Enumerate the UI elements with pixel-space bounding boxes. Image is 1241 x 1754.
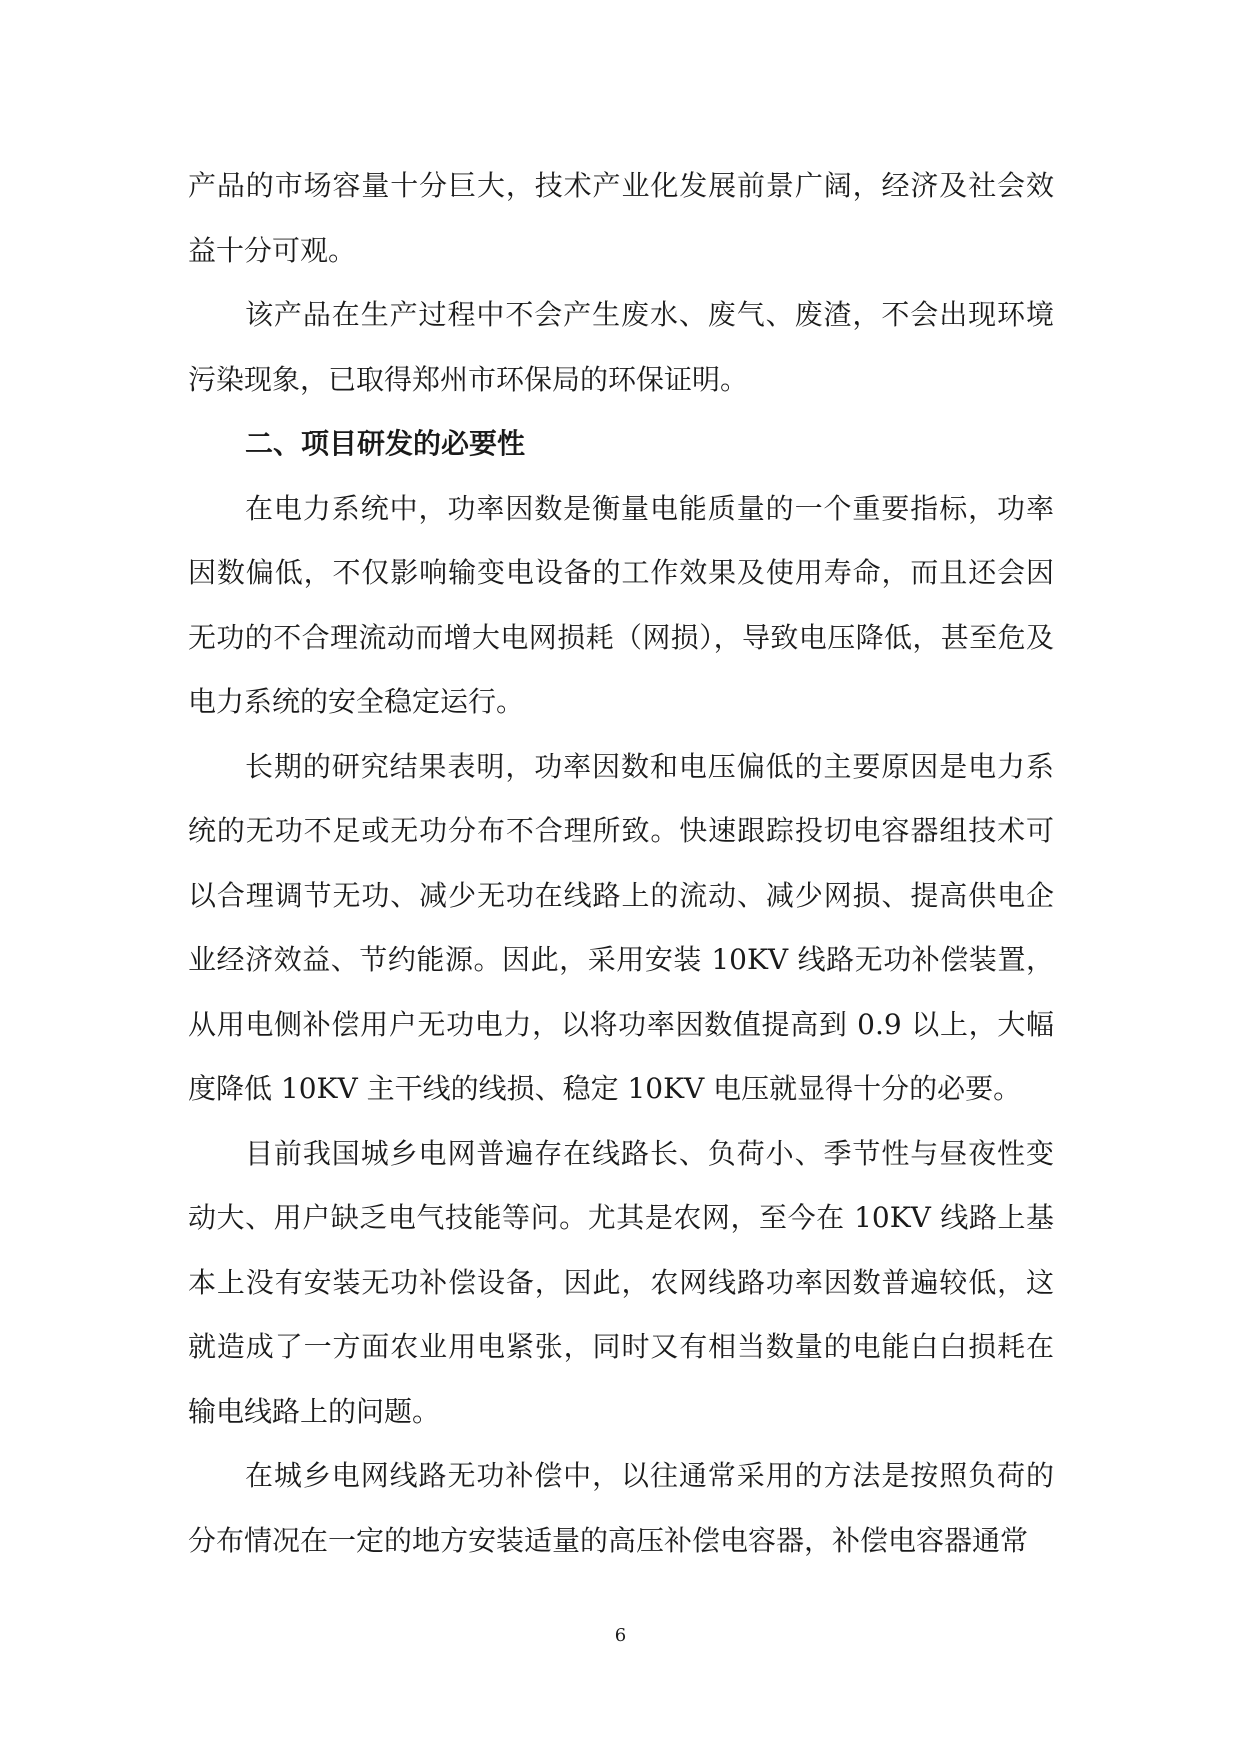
page-number: 6: [614, 1625, 627, 1646]
paragraph-research-results: 长期的研究结果表明，功率因数和电压偏低的主要原因是电力系统的无功不足或无功分布不合理所致。快速跟踪投切电容器组技术可以合理调节无功、减少无功在线路上的流动、减少网损、提高供电企业经济效益、节约能源。因此，采用安装 10KV 线路无功补偿装置，从用电侧补偿用户无功电力，以将功率因数值提高到 0.9 以上，大幅度降低 10KV 主干线的线损、稳定 10KV 电压就显得十分的必要。: [188, 749, 1054, 1105]
section-heading: 二、项目研发的必要性: [245, 427, 526, 460]
paragraph-environment: 该产品在生产过程中不会产生废水、废气、废渣，不会出现环境污染现象，已取得郑州市环保局的环保证明。: [188, 298, 1054, 396]
paragraph-compensation-method: 在城乡电网线路无功补偿中，以往通常采用的方法是按照负荷的分布情况在一定的地方安装适量的高压补偿电容器，补偿电容器通常: [188, 1459, 1054, 1557]
paragraph-rural-grid: 目前我国城乡电网普遍存在线路长、负荷小、季节性与昼夜性变动大、用户缺乏电气技能等问。尤其是农网，至今在 10KV 线路上基本上没有安装无功补偿设备，因此，农网线路功率因数普遍较低，这就造成了一方面农业用电紧张，同时又有相当数量的电能白白损耗在输电线路上的问题。: [188, 1136, 1054, 1428]
paragraph-continuation: 产品的市场容量十分巨大，技术产业化发展前景广阔，经济及社会效益十分可观。: [188, 169, 1054, 267]
document-body: [188, 154, 1054, 1573]
paragraph-power-factor: 在电力系统中，功率因数是衡量电能质量的一个重要指标，功率因数偏低，不仅影响输变电设备的工作效果及使用寿命，而且还会因无功的不合理流动而增大电网损耗（网损），导致电压降低，甚至危及电力系统的安全稳定运行。: [188, 491, 1054, 718]
